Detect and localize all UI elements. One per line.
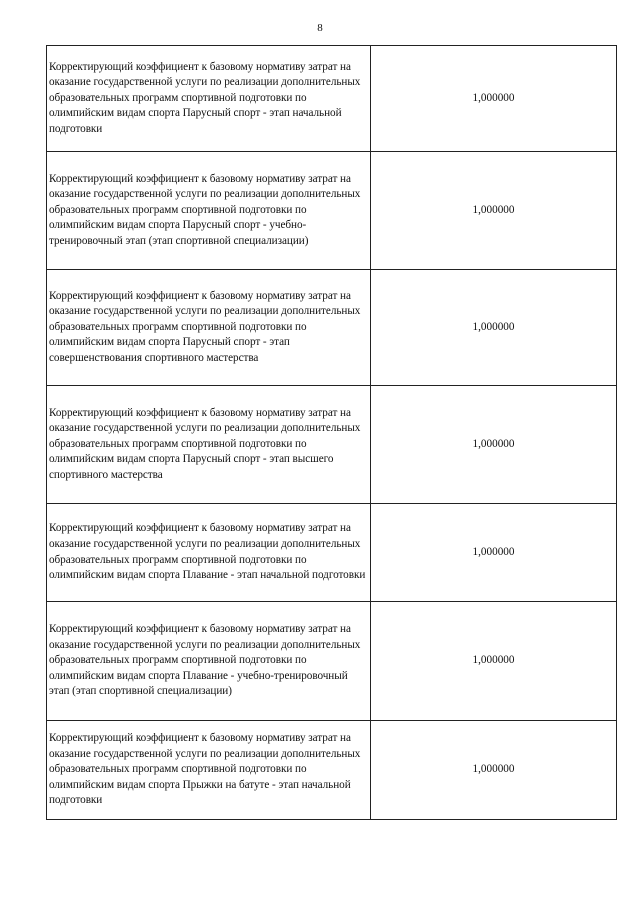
table-row: [47, 602, 617, 721]
table-row: [47, 721, 617, 820]
table-row: [47, 152, 617, 270]
table-cell-description: [47, 721, 371, 820]
coefficient-table: [46, 45, 617, 820]
table-cell-value: 1,000000: [371, 46, 617, 152]
table-cell-description: [47, 504, 371, 602]
table-cell-value: 1,000000: [371, 270, 617, 386]
table-row: [47, 270, 617, 386]
table-cell-value: 1,000000: [371, 721, 617, 820]
table-cell-description: [47, 46, 371, 152]
table-cell-value: 1,000000: [371, 602, 617, 721]
row-description: Корректирующий коэффициент к базовому нормативу затрат на оказание государственной услуги по реализации дополнительных образовательных программ спортивной подготовки по олимпийским видам спорта Плавание - учебно-тренировочный этап (этап спортивной специализации): [49, 623, 361, 698]
row-description: Корректирующий коэффициент к базовому нормативу затрат на оказание государственной услуги по реализации дополнительных образовательных программ спортивной подготовки по олимпийским видам спорта Парусный спорт - этап начальной подготовки: [49, 60, 361, 135]
row-description: Корректирующий коэффициент к базовому нормативу затрат на оказание государственной услуги по реализации дополнительных образовательных программ спортивной подготовки по олимпийским видам спорта Парусный спорт - этап высшего спортивного мастерства: [49, 406, 361, 481]
table-cell-description: [47, 270, 371, 386]
table-cell-value: 1,000000: [371, 152, 617, 270]
table-row: [47, 386, 617, 504]
row-description: Корректирующий коэффициент к базовому нормативу затрат на оказание государственной услуги по реализации дополнительных образовательных программ спортивной подготовки по олимпийским видам спорта Парусный спорт - этап совершенствования спортивного мастерства: [49, 289, 361, 364]
table-cell-description: [47, 152, 371, 270]
row-description: Корректирующий коэффициент к базовому нормативу затрат на оказание государственной услуги по реализации дополнительных образовательных программ спортивной подготовки по олимпийским видам спорта Парусный спорт - учебно-тренировочный этап (этап спортивной специализации): [49, 172, 361, 247]
table-cell-value: 1,000000: [371, 386, 617, 504]
row-description: Корректирующий коэффициент к базовому нормативу затрат на оказание государственной услуги по реализации дополнительных образовательных программ спортивной подготовки по олимпийским видам спорта Плавание - этап начальной подготовки: [49, 522, 366, 582]
table-cell-description: [47, 386, 371, 504]
table-row: [47, 504, 617, 602]
table-cell-value: 1,000000: [371, 504, 617, 602]
table-cell-description: [47, 602, 371, 721]
table-row: [47, 46, 617, 152]
row-description: Корректирующий коэффициент к базовому нормативу затрат на оказание государственной услуги по реализации дополнительных образовательных программ спортивной подготовки по олимпийским видам спорта Прыжки на батуте - этап начальной подготовки: [49, 732, 361, 807]
page-number: 8: [317, 22, 323, 34]
